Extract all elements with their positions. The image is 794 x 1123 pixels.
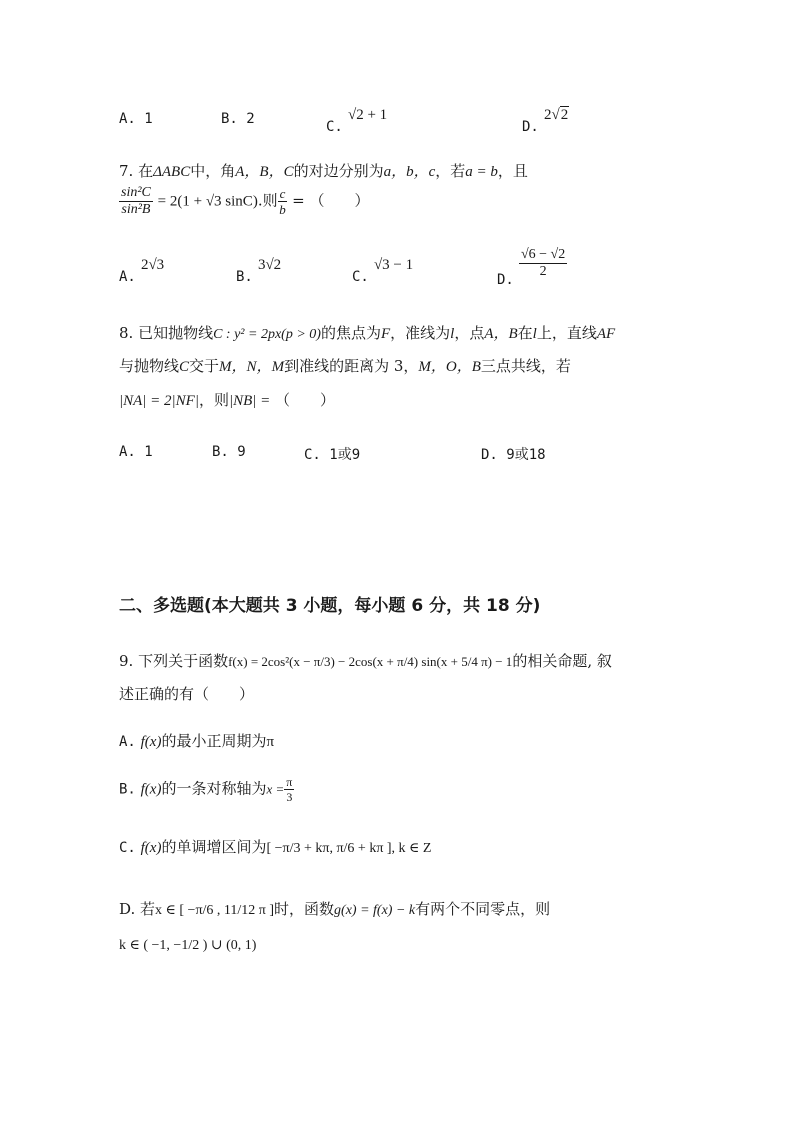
q7-sin-ratio xyxy=(119,186,153,217)
q7-cb-num: c xyxy=(279,186,286,201)
q7-rhs: = 2(1 + √3 sinC) xyxy=(157,193,258,210)
q7-option-d-fraction xyxy=(519,248,567,279)
q7-option-d-label: D. xyxy=(497,272,514,288)
q7-text: 中，角 xyxy=(190,162,236,180)
q9-option-d-line2 xyxy=(119,935,256,954)
q6-option-d xyxy=(522,108,569,135)
q7-then: .则 xyxy=(257,191,278,210)
q9-option-a-label: A. xyxy=(119,734,136,750)
q9-stem-line1 xyxy=(119,650,612,671)
q6-option-c-expr: √2 + 1 xyxy=(347,107,388,123)
q7-sides: a，b，c xyxy=(383,164,436,180)
q9-option-d-label: D. 若 xyxy=(119,900,156,918)
q6-option-c xyxy=(326,108,387,135)
q8-point-m: M xyxy=(271,359,285,375)
q8-nb: |NB| = xyxy=(228,393,271,409)
q9-text: 9. 下列关于函数 xyxy=(119,652,229,670)
q9-option-a-text: 的最小正周期为 xyxy=(161,732,267,750)
q7-angles: A，B，C xyxy=(235,164,294,180)
q9-option-b-label: B. xyxy=(119,781,136,798)
q6-option-a: A. 1 xyxy=(119,111,153,127)
q7-text: ，且 xyxy=(497,162,528,180)
q8-points-mn: M，N， xyxy=(219,359,272,375)
q9-option-b-num: π xyxy=(286,775,293,789)
q8-option-b: B. 9 xyxy=(212,444,246,460)
q8-text: 上，直线 xyxy=(536,324,597,342)
q9-option-c-text: 的单调增区间为 xyxy=(161,838,267,856)
q7-option-a-label: A. xyxy=(119,269,136,285)
q9-option-d-text: 有两个不同零点，则 xyxy=(415,900,551,918)
q7-sin-den: sin²B xyxy=(121,202,151,217)
q9-option-d-line1 xyxy=(119,898,550,919)
q8-text: 在 xyxy=(517,324,533,342)
q7-option-b-value: 3√2 xyxy=(257,257,282,273)
q8-stem-line2 xyxy=(119,355,571,376)
q7-option-c xyxy=(352,258,413,285)
q9-option-c xyxy=(119,836,431,857)
q6-option-b: B. 2 xyxy=(221,111,255,127)
q8-option-d: D. 9或18 xyxy=(481,447,546,463)
q7-option-d-den: 2 xyxy=(539,264,547,279)
q8-directrix: l xyxy=(532,326,537,342)
q8-text: 三点共线，若 xyxy=(480,357,571,375)
q7-stem-line1 xyxy=(119,160,528,181)
q8-stem-line3 xyxy=(119,389,335,410)
q9-stem-line2: 述正确的有（ ） xyxy=(119,685,255,703)
q8-text: 8. 已知抛物线 xyxy=(119,324,214,342)
q8-points-mob: M，O，B xyxy=(418,359,481,375)
q9-option-d-function: g(x) = f(x) − k xyxy=(334,903,416,918)
q7-option-d xyxy=(497,247,567,288)
q7-condition: a = b xyxy=(465,164,498,180)
q8-points: A，B xyxy=(484,326,518,342)
q7-triangle: ΔABC xyxy=(153,164,191,180)
q7-option-b xyxy=(236,258,281,285)
section-heading: 二、多选题(本大题共 3 小题，每小题 6 分，共 18 分) xyxy=(119,596,541,616)
q9-function: f(x) = 2cos²(x − π/3) − 2cos(x + π/4) sin(x + 5/4 π) − 1 xyxy=(228,654,513,669)
q7-option-d-num: √6 − √2 xyxy=(520,247,566,262)
q8-text: 的焦点为 xyxy=(320,324,381,342)
q8-stem-line1 xyxy=(119,322,615,343)
q9-option-c-label: C. xyxy=(119,840,136,856)
q6-option-d-label: D. xyxy=(522,119,539,135)
q7-text: 的对边分别为 xyxy=(293,162,384,180)
q6-option-c-label: C. xyxy=(326,119,343,135)
q9-option-d-condition: x ∈ [ −π/6 , 11/12 π ] xyxy=(155,903,275,918)
q6-option-d-expr: 2√2 xyxy=(543,107,569,123)
q8-option-a: A. 1 xyxy=(119,444,153,460)
q8-focus: F xyxy=(380,326,391,342)
q9-option-a-fx: f(x) xyxy=(140,734,162,750)
q9-option-a-value: π xyxy=(266,734,275,750)
q8-text: ，点 xyxy=(454,324,485,342)
q7-cb-den: b xyxy=(279,202,286,217)
q9-option-d-k-range: k ∈ ( −1, −1/2 ) ∪ (0, 1) xyxy=(119,938,257,953)
q7-option-c-label: C. xyxy=(352,269,369,285)
q7-option-b-label: B. xyxy=(236,269,253,285)
q8-text: 交于 xyxy=(189,357,220,375)
q9-option-b-x: x = xyxy=(266,781,285,797)
q9-option-b xyxy=(119,776,294,803)
q6-option-d-rad: 2 xyxy=(560,107,569,123)
q7-cb-fraction xyxy=(278,187,288,216)
q8-text: ，准线为 xyxy=(390,324,451,342)
q9-option-b-fraction xyxy=(284,776,294,803)
q9-option-a xyxy=(119,730,274,751)
q8-line-af: AF xyxy=(596,326,616,342)
q9-option-b-text: 的一条对称轴为 xyxy=(161,779,267,798)
q8-text: 与抛物线 xyxy=(119,357,180,375)
q8-text: ，则 xyxy=(198,391,229,409)
q9-option-c-fx: f(x) xyxy=(140,840,162,856)
q6-option-d-coef: 2 xyxy=(543,107,552,123)
q9-option-b-fx: f(x) xyxy=(140,781,162,798)
q7-option-c-value: √3 − 1 xyxy=(373,257,414,273)
q8-curve: C xyxy=(179,359,190,375)
q6-option-c-value: 2 + 1 xyxy=(356,107,388,123)
q9-option-c-interval: [ −π/3 + kπ, π/6 + kπ ], k ∈ Z xyxy=(266,841,432,856)
q8-directrix: l xyxy=(450,326,455,342)
q9-option-d-text: 时，函数 xyxy=(274,900,335,918)
q8-text: 到准线的距离为 3， xyxy=(284,357,419,375)
q9-option-b-den: 3 xyxy=(286,790,293,804)
q7-text: 7. 在 xyxy=(119,162,154,180)
q7-text: ，若 xyxy=(435,162,466,180)
q9-text: 的相关命题, 叙 xyxy=(512,652,612,670)
q7-option-a-value: 2√3 xyxy=(140,257,165,273)
q7-answer-blank: = （ ） xyxy=(292,191,370,210)
q7-sin-num: sin²C xyxy=(121,185,151,200)
q7-option-a xyxy=(119,258,164,285)
q8-parabola: C : y² = 2px(p > 0) xyxy=(213,327,321,342)
q8-answer-blank: （ ） xyxy=(275,391,336,409)
q7-stem-line2 xyxy=(119,186,370,217)
q8-condition: |NA| = 2|NF| xyxy=(119,393,199,409)
q8-option-c: C. 1或9 xyxy=(304,447,361,463)
